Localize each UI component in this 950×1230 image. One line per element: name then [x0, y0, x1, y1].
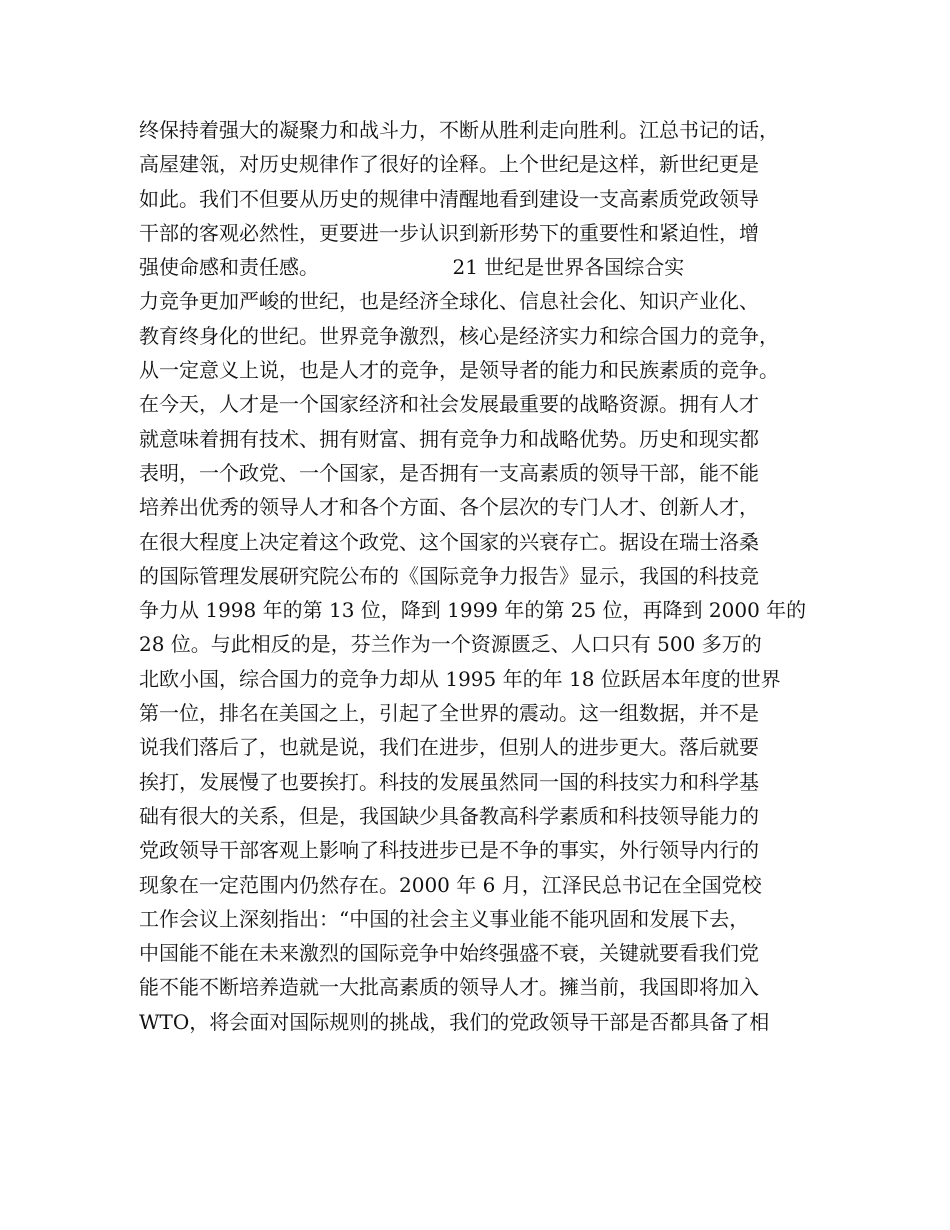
- text-line: 在今天，人才是一个国家经济和社会发展最重要的战略资源。拥有人才: [139, 392, 759, 417]
- text-line: 能不能不断培养造就一大批高素质的领导人才。擁当前，我国即将加入: [139, 975, 759, 1000]
- text-line: 说我们落后了，也就是说，我们在进步，但别人的进步更大。落后就要: [139, 735, 759, 760]
- body-text: [139, 113, 839, 1039]
- text-line: 如此。我们不但要从历史的规律中清醒地看到建设一支高素质党政领导: [139, 186, 759, 211]
- text-line: 教育终身化的世纪。世界竞争激烈，核心是经济实力和综合国力的竞争，: [139, 323, 779, 348]
- text-line: 中国能不能在未来激烈的国际竞争中始终强盛不衰，关键就要看我们党: [139, 941, 759, 966]
- text-line: 培养出优秀的领导人才和各个方面、各个层次的专门人才、创新人才，: [139, 495, 759, 520]
- text-line: 工作会议上深刻指出：“中国的社会主义事业能不能巩固和发展下去，: [139, 906, 750, 931]
- text-line: 党政领导干部客观上影响了科技进步已是不争的事实，外行领导内行的: [139, 838, 759, 863]
- text-line: 表明，一个政党、一个国家，是否拥有一支高素质的领导干部，能不能: [139, 460, 759, 485]
- text-line: 就意味着拥有技术、拥有财富、拥有竞争力和战略优势。历史和现实都: [139, 426, 759, 451]
- text-line: 终保持着强大的凝聚力和战斗力，不断从胜利走向胜利。江总书记的话，: [139, 118, 779, 142]
- text-line: 力竞争更加严峻的世纪，也是经济全球化、信息社会化、知识产业化、: [139, 289, 759, 314]
- text-line: 础有很大的关系，但是，我国缺少具备教高科学素质和科技领导能力的: [139, 803, 759, 828]
- text-line: 北欧小国，综合国力的竞争力却从 1995 年的年 18 位跃居本年度的世界: [139, 666, 781, 691]
- text-line: 从一定意义上说，也是人才的竞争，是领导者的能力和民族素质的竞争。: [139, 358, 779, 383]
- text-line: 28 位。与此相反的是，芬兰作为一个资源匮乏、人口只有 500 多万的: [139, 632, 762, 657]
- text-line: 挨打，发展慢了也要挨打。科技的发展虽然同一国的科技实力和科学基: [139, 769, 759, 794]
- text-line: 高屋建瓴，对历史规律作了很好的诠释。上个世纪是这样，新世纪更是: [139, 152, 759, 177]
- text-line: WTO，将会面对国际规则的挑战，我们的党政领导干部是否都具备了相: [139, 1009, 770, 1034]
- text-line: 现象在一定范围内仍然存在。2000 年 6 月，江泽民总书记在全国党校: [139, 872, 762, 897]
- text-line: 的国际管理发展研究院公布的《国际竞争力报告》显示，我国的科技竞: [139, 563, 759, 588]
- text-line: 强使命感和责任感。 21 世纪是世界各国综合实: [139, 255, 685, 280]
- text-line: 争力从 1998 年的第 13 位，降到 1999 年的第 25 位，再降到 2000 年的: [139, 598, 807, 623]
- text-line: 在很大程度上决定着这个政党、这个国家的兴衰存亡。据设在瑞士洛桑: [139, 529, 759, 554]
- text-line: 干部的客观必然性，更要进一步认识到新形势下的重要性和紧迫性，增: [139, 220, 759, 245]
- text-line: 第一位，排名在美国之上，引起了全世界的震动。这一组数据，并不是: [139, 701, 759, 726]
